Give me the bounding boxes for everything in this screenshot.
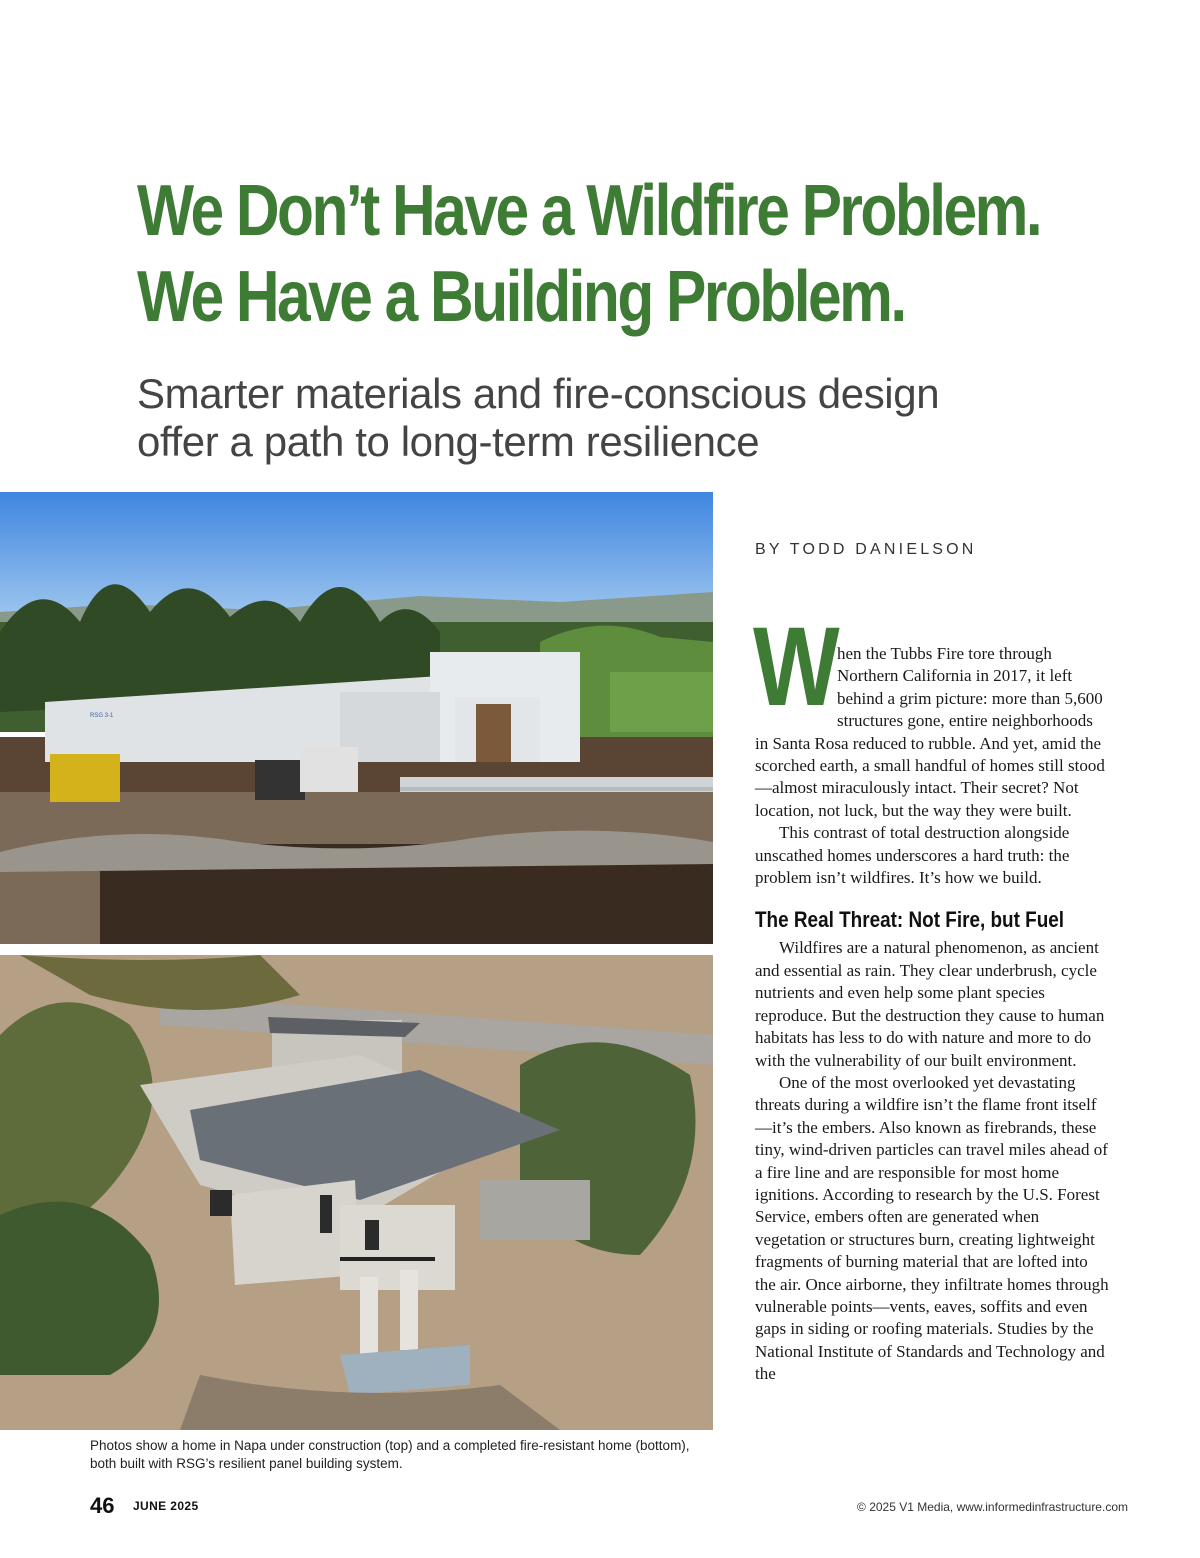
page-folio	[90, 1493, 199, 1519]
panel-label: RSG 3-1	[90, 713, 114, 719]
completed-home-photo	[0, 955, 713, 1430]
paragraph-3: Wildfires are a natural phenomenon, as ancient and essential as rain. They clear underbrush, cycle nutrients and even help some plant species reproduce. But the destruction they cause to human habitats has less to do with nature and more to do with the vulnerability of our built environment.	[755, 938, 1105, 1070]
article-subhead	[137, 370, 1017, 466]
byline: BY TODD DANIELSON	[755, 541, 977, 558]
completed-home-illustration	[0, 955, 713, 1430]
headline-line-2: We Have a Building Problem.	[137, 257, 905, 337]
headline-line-1: We Don’t Have a Wildfire Problem.	[137, 171, 1041, 251]
section-heading: The Real Threat: Not Fire, but Fuel	[755, 907, 1065, 933]
copyright-notice: © 2025 V1 Media, www.informedinfrastructure.com	[857, 1500, 1128, 1514]
construction-site-photo	[0, 492, 713, 944]
paragraph-4: One of the most overlooked yet devastating threats during a wildfire isn’t the flame front itself—it’s the embers. Also known as firebrands, these tiny, wind-driven particles can travel miles ahead of a fire line and are responsible for most home ignitions. According to research by the U.S. Forest Service, embers often are generated when vegetation or structures burn, creating lightweight fragments of burning material that are lofted into the air. Once airborne, they infiltrate homes through vulnerable points—vents, eaves, soffits and even gaps in siding or roofing materials. Studies by the National Institute of Standards and Technology and the	[755, 1072, 1109, 1384]
subhead-line-1: Smarter materials and fire-conscious design	[137, 370, 940, 417]
issue-date: JUNE 2025	[132, 1499, 199, 1513]
paragraph-2: This contrast of total destruction alongside unscathed homes underscores a hard truth: the problem isn’t wildfires. It’s how we build.	[755, 823, 1070, 888]
subhead-line-2: offer a path to long-term resilience	[137, 418, 760, 465]
article-headline	[137, 168, 1041, 340]
page-number: 46	[90, 1493, 115, 1518]
drop-cap: W	[753, 604, 840, 729]
photo-caption: Photos show a home in Napa under construction (top) and a completed fire-resistant home (bottom), both built with RSG’s resilient panel building system.	[90, 1438, 690, 1471]
article-body	[753, 604, 1110, 1386]
construction-site-illustration	[0, 492, 713, 944]
paragraph-1: hen the Tubbs Fire tore through Northern California in 2017, it left behind a grim picture: more than 5,600 structures gone, entire neighborhoods in Santa Rosa reduced to rubble. And yet, amid the scorched earth, a small handful of homes still stood—almost miraculously intact. Their secret? Not location, not luck, but the way they were built.	[755, 644, 1105, 820]
